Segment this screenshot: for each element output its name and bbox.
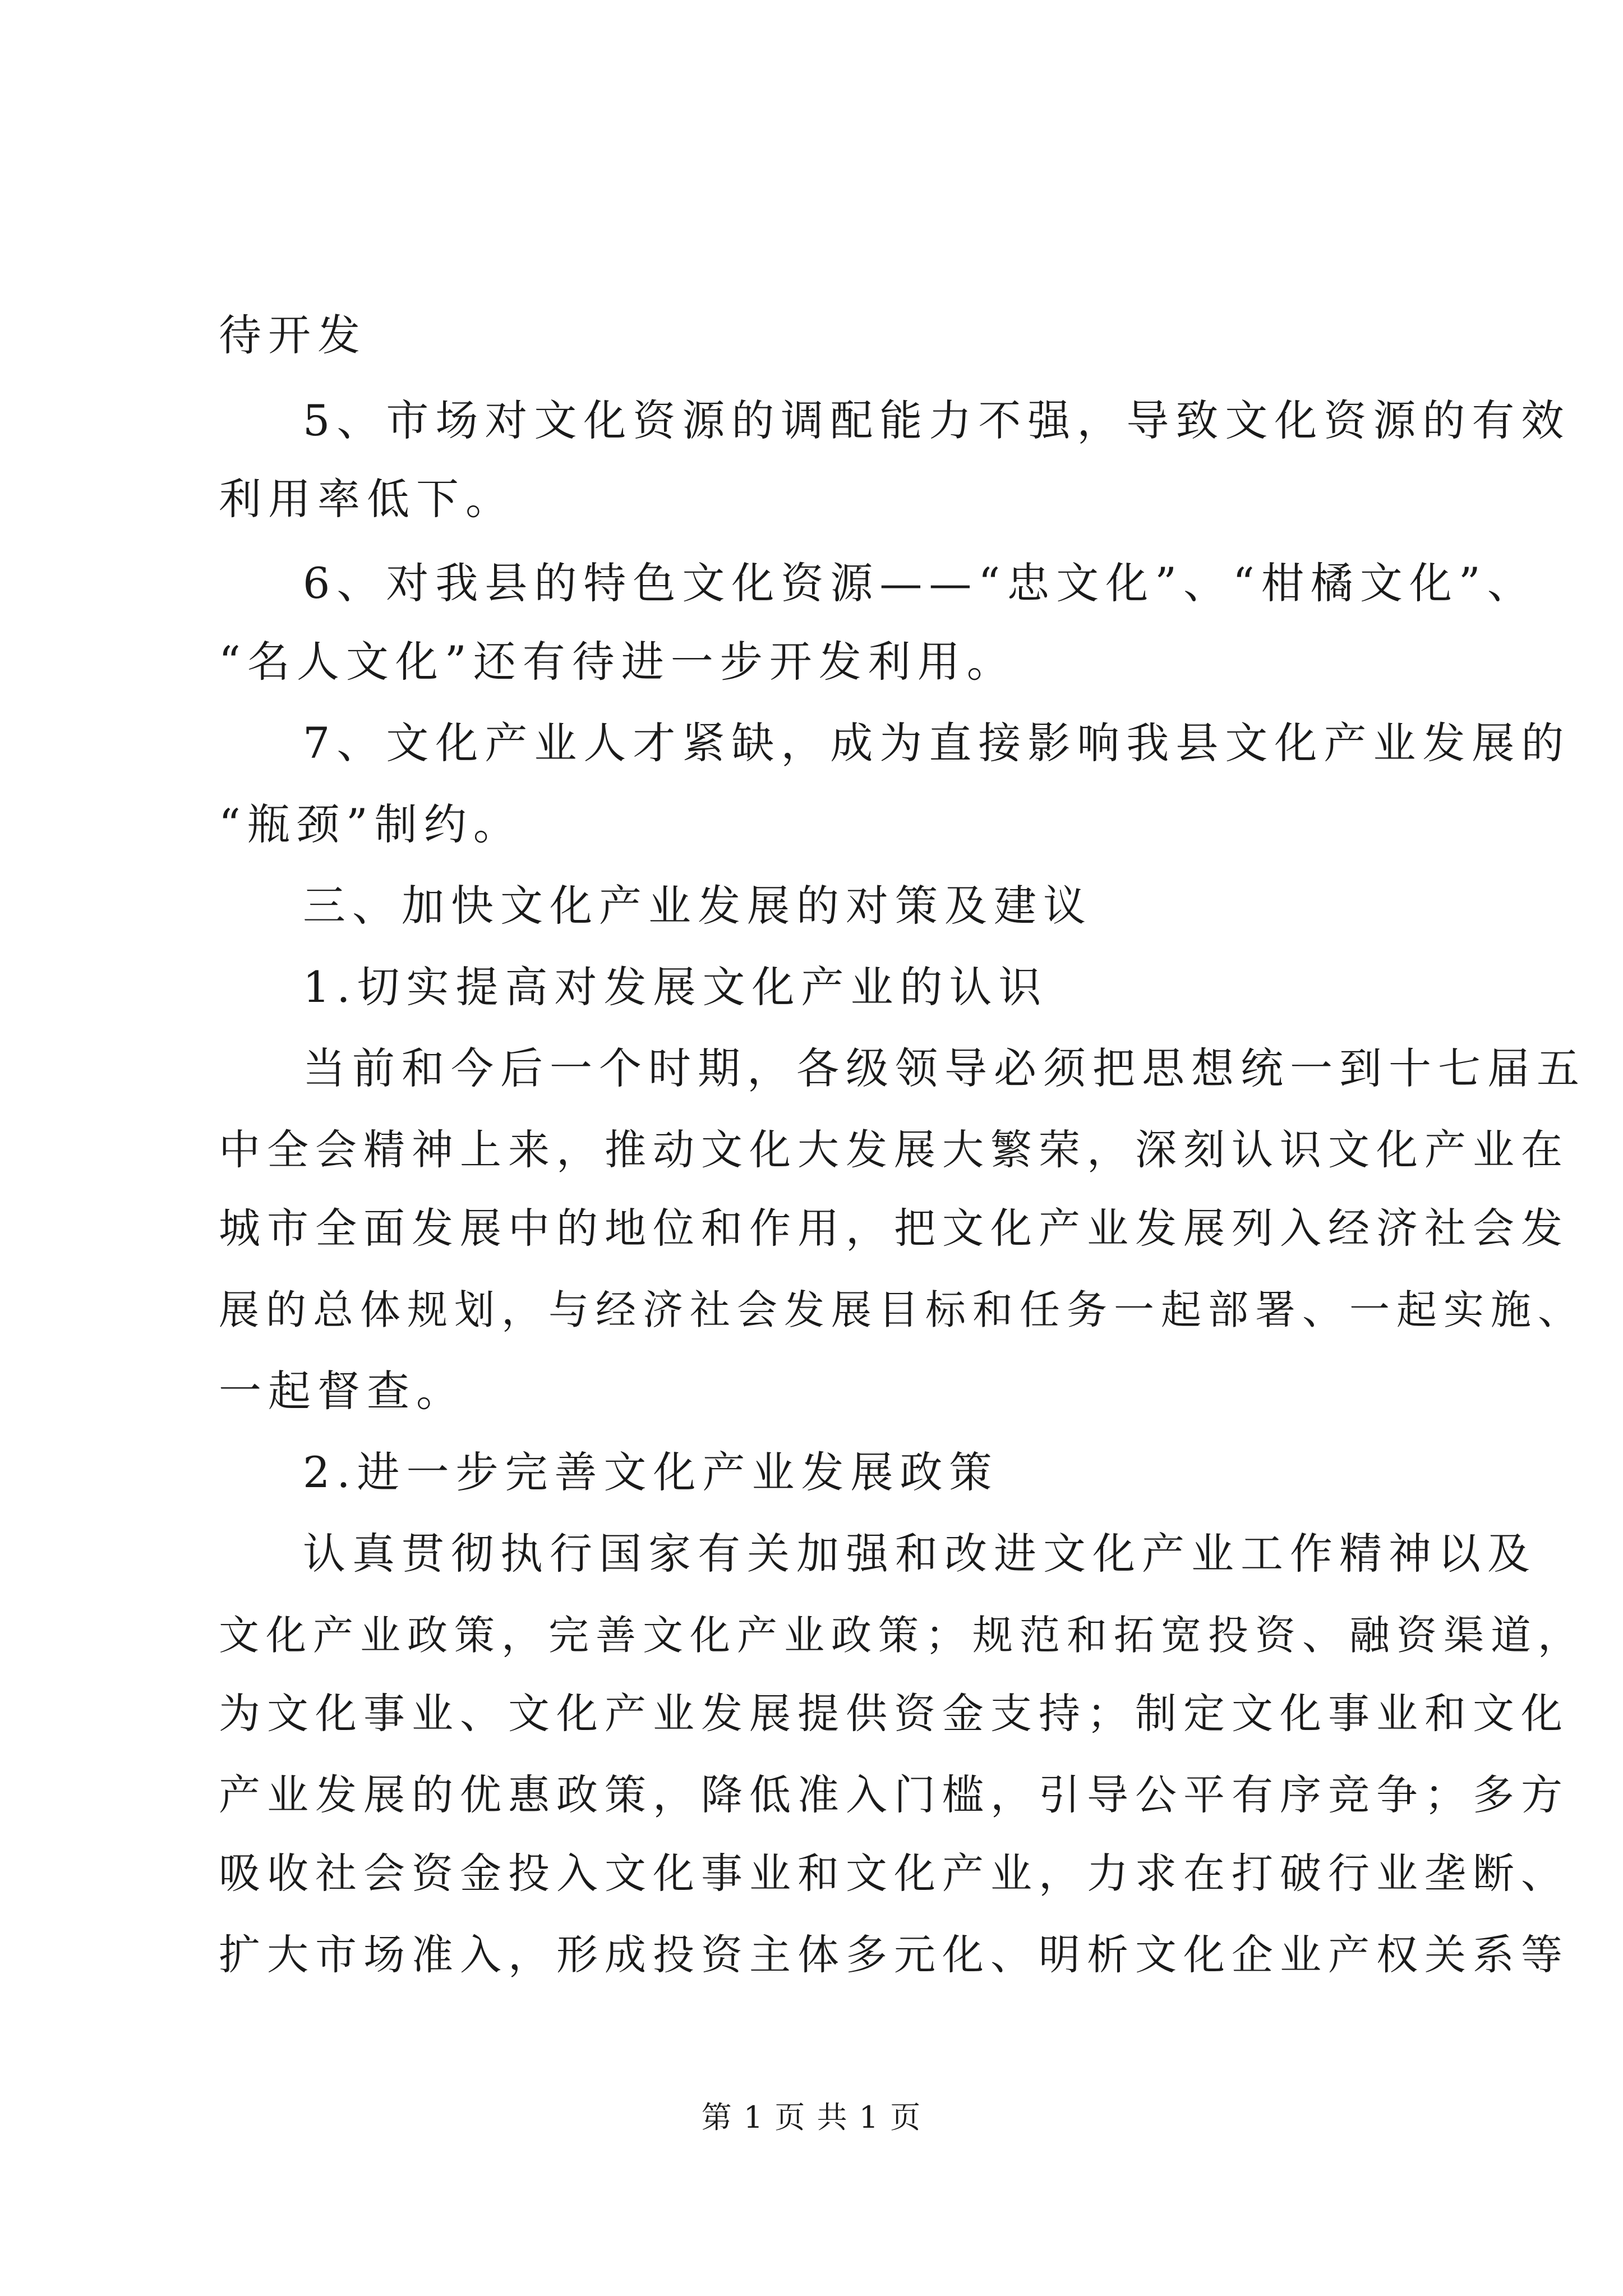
paragraph-line: 当前和今后一个时期，各级领导必须把思想统一到十七届五 — [303, 1043, 1586, 1093]
subsection-heading-2: 2.进一步完善文化产业发展政策 — [303, 1447, 999, 1497]
paragraph-line: 吸收社会资金投入文化事业和文化产业，力求在打破行业垄断、 — [219, 1849, 1569, 1898]
list-item-7: 7、文化产业人才紧缺，成为直接影响我县文化产业发展的 — [303, 718, 1571, 768]
paragraph-line: 为文化事业、文化产业发展提供资金支持；制定文化事业和文化 — [219, 1690, 1569, 1738]
paragraph-line: 文化产业政策，完善文化产业政策；规范和拓宽投资、融资渠道， — [219, 1612, 1585, 1659]
text-line: 利用率低下。 — [219, 474, 515, 524]
paragraph-line: 产业发展的优惠政策，降低准入门槛，引导公平有序竞争；多方 — [219, 1771, 1569, 1819]
list-item-5: 5、市场对文化资源的调配能力不强，导致文化资源的有效 — [303, 395, 1571, 445]
text-line: “名人文化”还有待进一步开发利用。 — [219, 637, 1016, 687]
page-number-footer: 第 1 页 共 1 页 — [701, 2100, 922, 2135]
paragraph-line: 城市全面发展中的地位和作用，把文化产业发展列入经济社会发 — [219, 1204, 1569, 1253]
text-line: “瓶颈”制约。 — [219, 799, 523, 849]
text-line: 待开发 — [219, 310, 367, 360]
paragraph-line: 扩大市场准入，形成投资主体多元化、明析文化企业产权关系等 — [219, 1931, 1569, 1979]
paragraph-line: 认真贯彻执行国家有关加强和改进文化产业工作精神以及 — [303, 1529, 1537, 1579]
subsection-heading-1: 1.切实提高对发展文化产业的认识 — [303, 962, 1048, 1012]
paragraph-line: 中全会精神上来，推动文化大发展大繁荣，深刻认识文化产业在 — [219, 1126, 1569, 1174]
paragraph-line: 展的总体规划，与经济社会发展目标和任务一起部署、一起实施、 — [219, 1286, 1585, 1333]
list-item-6: 6、对我县的特色文化资源——“忠文化”、“柑橘文化”、 — [303, 558, 1537, 608]
section-heading: 三、加快文化产业发展的对策及建议 — [303, 881, 1092, 931]
paragraph-line: 一起督查。 — [219, 1366, 465, 1416]
